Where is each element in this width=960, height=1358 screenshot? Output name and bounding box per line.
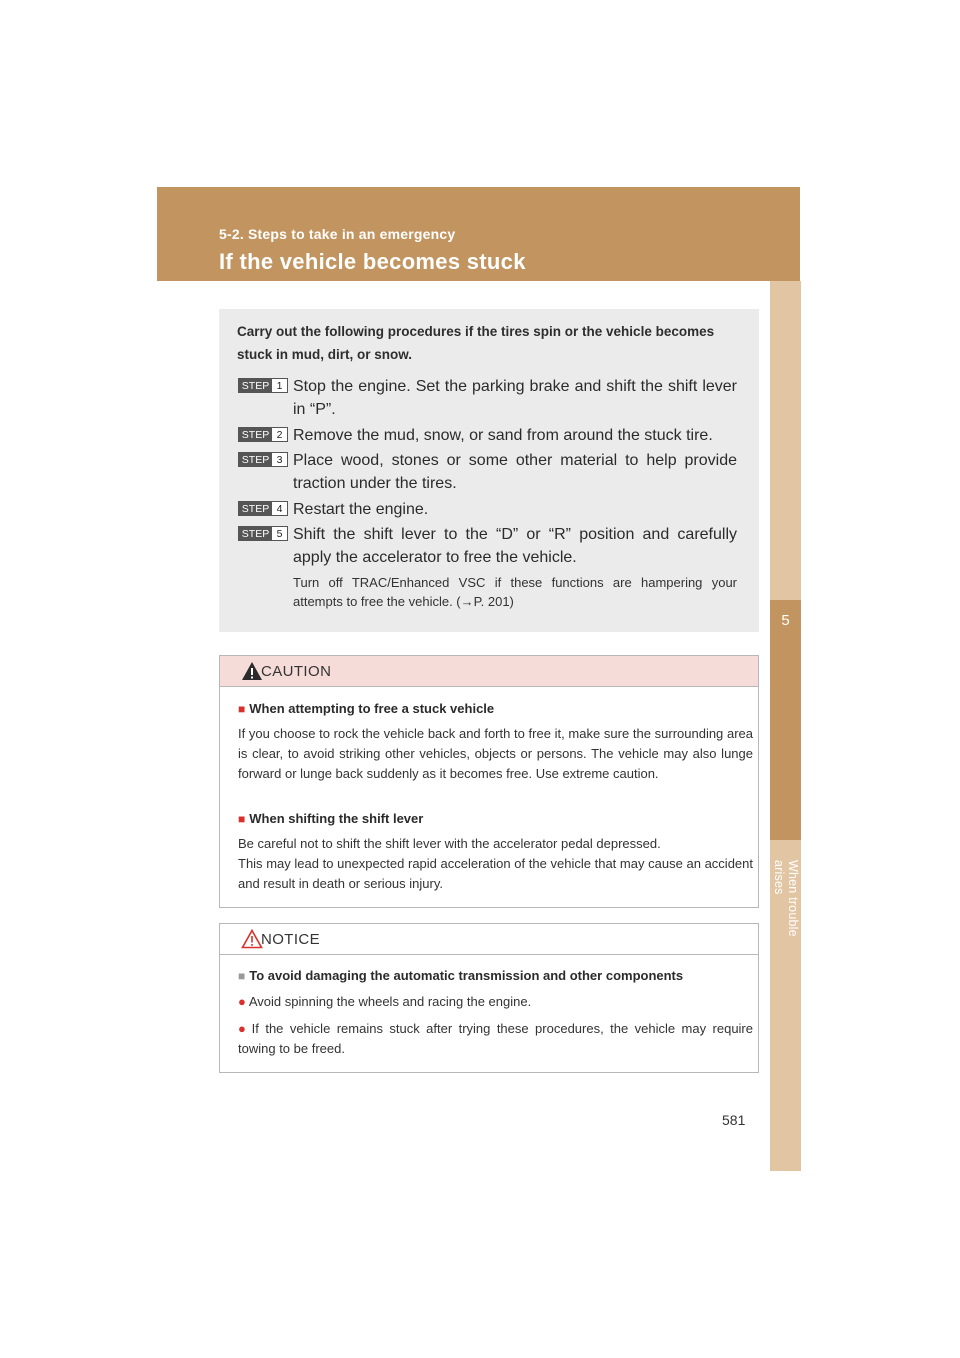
page-number: 581 <box>722 1112 746 1128</box>
section-label: 5-2. Steps to take in an emergency <box>219 226 456 242</box>
chapter-number: 5 <box>781 612 790 629</box>
step-badge-4 <box>238 501 288 516</box>
circle-bullet-icon: ● <box>238 1021 249 1036</box>
notice-bullet-text: If the vehicle remains stuck after trying these procedures, the vehicle may require towing to be freed. <box>238 1021 753 1056</box>
circle-bullet-icon: ● <box>238 994 246 1009</box>
square-bullet-icon: ■ <box>238 812 246 826</box>
step-badge-3 <box>238 452 288 467</box>
step-badge-1 <box>238 378 288 393</box>
step-badge-5 <box>238 526 288 541</box>
intro-text: Carry out the following procedures if the tires spin or the vehicle becomes stuck in mud, dirt, or snow. <box>237 324 715 362</box>
step-text-3: Place wood, stones or some other material to help provide traction under the tires. <box>293 452 737 492</box>
caution-heading-2 <box>238 811 423 826</box>
caution-title: CAUTION <box>261 663 332 680</box>
caution-heading-text: When attempting to free a stuck vehicle <box>249 701 495 716</box>
notice-heading <box>238 968 683 983</box>
step-text-2: Remove the mud, snow, or sand from around the stuck tire. <box>293 427 713 444</box>
step-word: STEP <box>239 527 272 540</box>
caution-paragraph-2a: Be careful not to shift the shift lever with the accelerator pedal depressed. <box>238 836 661 851</box>
step-word: STEP <box>239 502 272 515</box>
step-text-5: Shift the shift lever to the “D” or “R” position and carefully apply the accelerator to free the vehicle. <box>293 526 737 566</box>
notice-title: NOTICE <box>261 931 321 948</box>
step-number: 2 <box>272 428 287 441</box>
caution-heading-1 <box>238 701 494 716</box>
warning-triangle-icon <box>241 661 263 681</box>
notice-bullet-1 <box>238 992 753 1012</box>
step-badge-2 <box>238 427 288 442</box>
caution-header <box>220 656 758 687</box>
chapter-side-tab-active[interactable] <box>770 600 801 840</box>
warning-triangle-outline-icon <box>241 929 263 949</box>
square-bullet-icon: ■ <box>238 969 246 983</box>
step-word: STEP <box>239 453 272 466</box>
caution-paragraph-2b: This may lead to unexpected rapid acceleration of the vehicle that may cause an accident and result in death or serious injury. <box>238 856 753 891</box>
chapter-title: When trouble arises <box>772 860 800 937</box>
notice-box <box>219 923 759 1073</box>
step-note: Turn off TRAC/Enhanced VSC if these functions are hampering your attempts to free the vehicle. (→P. 201) <box>293 575 737 609</box>
notice-header <box>220 924 758 955</box>
step-text-4: Restart the engine. <box>293 501 429 518</box>
caution-heading-text: When shifting the shift lever <box>249 811 424 826</box>
step-text-1: Stop the engine. Set the parking brake and shift the shift lever in “P”. <box>293 378 737 418</box>
step-number: 3 <box>272 453 287 466</box>
step-word: STEP <box>239 428 272 441</box>
caution-paragraph-1: If you choose to rock the vehicle back and forth to free it, make sure the surrounding area is clear, to avoid striking other vehicles, objects or persons. The vehicle may also lunge forward or lunge back suddenly as it becomes free. Use extreme caution. <box>238 726 753 781</box>
step-word: STEP <box>239 379 272 392</box>
notice-bullet-text: Avoid spinning the wheels and racing the engine. <box>248 994 532 1009</box>
notice-bullet-2 <box>238 1019 753 1059</box>
notice-heading-text: To avoid damaging the automatic transmission and other components <box>249 968 684 983</box>
step-number: 5 <box>272 527 287 540</box>
step-number: 1 <box>272 379 287 392</box>
caution-box <box>219 655 759 908</box>
page-title: If the vehicle becomes stuck <box>219 249 526 274</box>
step-number: 4 <box>272 502 287 515</box>
square-bullet-icon: ■ <box>238 702 246 716</box>
